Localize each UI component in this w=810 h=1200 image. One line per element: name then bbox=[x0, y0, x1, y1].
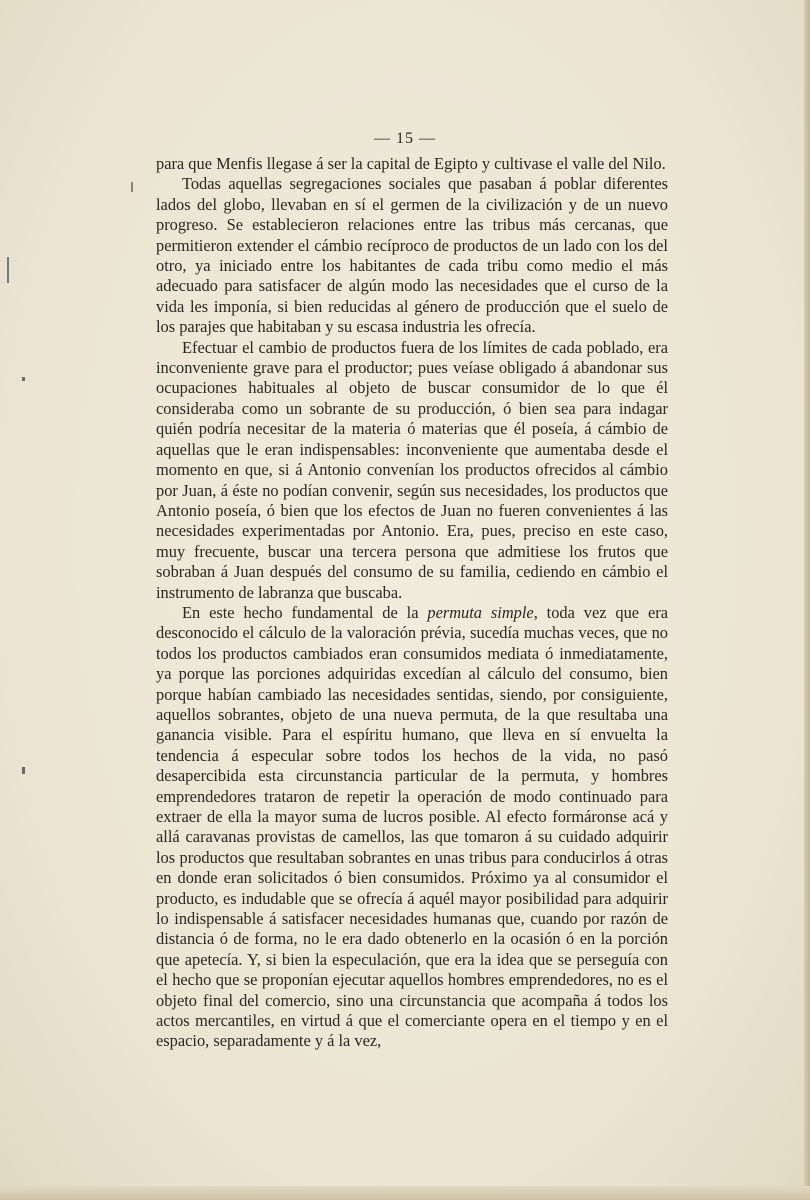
margin-pencil-mark bbox=[7, 257, 9, 283]
term-permuta-simple: permuta simple bbox=[427, 602, 534, 622]
body-text bbox=[156, 154, 668, 1052]
page-edge-right bbox=[804, 0, 810, 1200]
paragraph-2: Todas aquellas segregaciones sociales que pasaban á poblar diferentes lados del globo, llevaban en sí el germen de la civilización y de un nuevo progreso. Se establecieron relaciones entre las tribus más cercanas, que permitieron extender el cámbio recíproco de productos de un lado con los del otro, ya iniciado entre los habitantes de cada tribu como medio el más adecuado para satisfacer de algún modo las necesidades que el curso de la vida les imponía, si bien reducidas al género de producción que el suelo de los parajes que habitaban y su escasa industria les ofrecía. bbox=[156, 174, 668, 337]
margin-ink-dot bbox=[22, 377, 25, 381]
paragraph-4-start: En este hecho fundamental de la bbox=[182, 602, 428, 622]
paragraph-4-rest: , toda vez que era desconocido el cálculo de la valoración prévia, sucedía muchas veces, que no todos los productos cambiados eran consumidos mediata ó inmediatamente, ya porque las porciones adquiridas excedían al cálculo del consumo, bien porque habían cambiado las necesidades sentidas, siendo, por consiguiente, aquellos sobrantes, objeto de una nueva permuta, de la que resultaba una ganancia visible. Para el espíritu humano, que lleva en sí envuelta la tendencia á especular sobre todos los hechos de la vida, no pasó desapercibida esta circunstancia particular de la permuta, y hombres emprendedores trataron de repetir la operación de modo continuado para extraer de ella la mayor suma de lucros posible. Al efecto formáronse acá y allá caravanas provistas de camellos, las que tomaron á su cuidado adquirir los productos que resultaban sobrantes en unas tribus para conducirlos á otras en donde eran solicitados ó bien consumidos. Próximo ya al consumidor el producto, es indudable que se ofrecía á aquél mayor posibilidad para adquirir lo indispensable á satisfacer necesidades humanas que, cuando por razón de distancia ó de forma, no le era dado obtenerlo en la ocasión ó en la porción que apetecía. Y, si bien la especulación, que era la idea que se perseguía con el hecho que se proponían ejecutar aquellos hombres emprendedores, no es el objeto final del comercio, sino una circunstancia que acompaña á todos los actos mercantiles, en virtud á que el comerciante opera en el tiempo y en el espacio, separadamente y á la vez, bbox=[156, 602, 668, 1051]
margin-ink-mark bbox=[131, 182, 133, 192]
page-number: — 15 — bbox=[374, 130, 436, 147]
paragraph-1: para que Menfis llegase á ser la capital de Egipto y cultivase el valle del Nilo. bbox=[156, 154, 666, 173]
paragraph-4 bbox=[156, 603, 668, 1052]
page-edge-bottom bbox=[0, 1186, 810, 1200]
margin-ink-dot bbox=[22, 767, 25, 774]
paragraph-3: Efectuar el cambio de productos fuera de los límites de cada poblado, era inconveniente grave para el productor; pues veíase obligado á abandonar sus ocupaciones habituales al objeto de buscar consumidor de lo que él consideraba como un sobrante de su producción, ó bien sea para indagar quién podría necesitar de la materia ó materias que él poseía, á cámbio de aquellas que le eran indispensables: inconveniente que aumentaba desde el momento en que, si á Antonio convenían los productos ofrecidos al cámbio por Juan, á éste no podían convenir, según sus necesidades, los productos que Antonio poseía, ó bien que los efectos de Juan no fueren convenientes á las necesidades experimentadas por Antonio. Era, pues, preciso en este caso, muy frecuente, buscar una tercera persona que admitiese los frutos que sobraban á Juan después del consumo de su familia, cediendo en cámbio el instrumento de labranza que buscaba. bbox=[156, 337, 668, 602]
